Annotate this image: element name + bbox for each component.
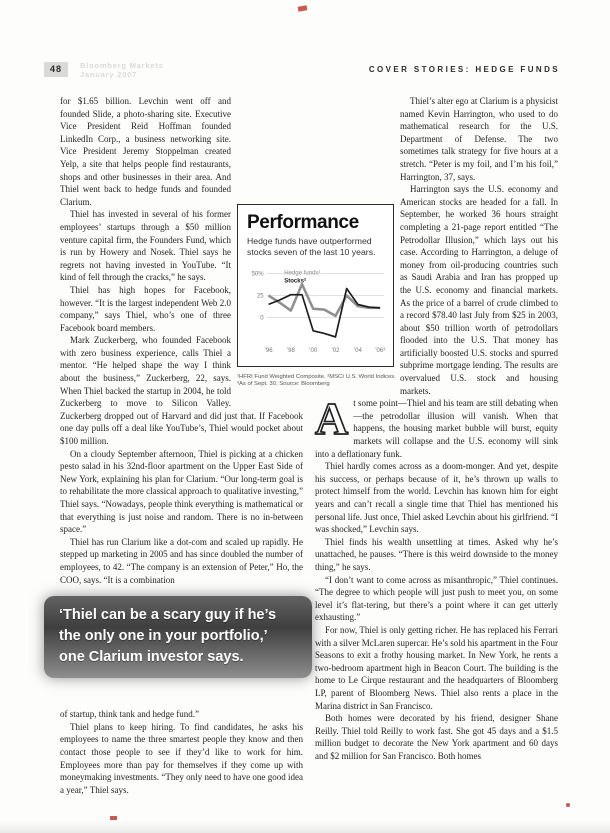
magazine-issue: January 2007 (80, 70, 138, 79)
registration-mark (566, 803, 570, 807)
svg-text:’00: ’00 (309, 348, 318, 355)
svg-text:0: 0 (260, 315, 264, 322)
pull-quote-line: ‘Thiel can be a scary guy if he’s (59, 607, 277, 624)
paragraph: Thiel’s alter ego at Clarium is a physicist named Kevin Harrington, who used to do mathematical research for the U.S. Department of Defense. The two sometimes talk strategy for five hours at a stretch. “Peter is my foil, and I’m his foil,” Harrington, 37, says. (400, 96, 558, 182)
magazine-name: Bloomberg Markets (80, 61, 164, 70)
paragraph: Both homes were decorated by his friend, designer Shane Reilly. Thiel told Reilly to work fast. She got 45 days and a $1.5 million budget to decorate the New York apartment and 60 days and $2 million for San Francisco. Both homes (315, 713, 558, 761)
paragraph: Thiel plans to keep hiring. To find candidates, he asks his employees to name the three smartest people they know and then contact those people to see if they’d like to work for him. Employees more than pay for themselves if they come up with moneymaking investments. “They only need to have one good idea a year,” Thiel says. (60, 721, 303, 795)
svg-text:’06³: ’06³ (375, 348, 386, 355)
right-column (315, 95, 558, 762)
paragraph: For now, Thiel is only getting richer. He has replaced his Ferrari with a silver McLaren supercar. He’s sold his apartment in the Four Seasons to exit a frothy housing market. In New York, he rents a two-bedroom apartment high in Beacon Court. The building is the home to Le Cirque restaurant and the headquarters of Bloomberg LP, parent of Bloomberg News. Thiel also rents a place in the Marina district in San Francisco. (315, 624, 558, 711)
left-column (60, 95, 303, 796)
performance-chart-box (237, 204, 394, 367)
svg-text:Hedge funds¹: Hedge funds¹ (284, 270, 321, 277)
chart-footnote: ¹HFRI Fund Weighted Composite. ²MSCI U.S. World Indices. ³As of Sept. 30. Source: Bloomberg (237, 374, 396, 388)
drop-cap-letter: A (315, 393, 349, 445)
page-edge-shadow (0, 821, 610, 833)
paragraph: of startup, think tank and hedge fund.” (60, 709, 199, 720)
svg-text:’04: ’04 (353, 348, 362, 355)
dropcap-paragraph-text: t some point—Thiel and his team are still debating when—the petrodollar illusion will vanish. When that happens, the housing market bubble will burst, equity markets will collapse and the U.S. economy will sink into a deflationary funk. (315, 398, 558, 459)
page-number: 48 (44, 62, 68, 77)
svg-text:50%: 50% (251, 271, 264, 278)
magazine-masthead (80, 61, 164, 79)
svg-text:25: 25 (256, 293, 264, 300)
paragraph: “I don’t want to come across as misanthropic,” Thiel continues. “The degree to which people will just push to meet you, on some level it’s flat-tering, but there’s a point where it can get utterly exhausting.” (315, 574, 558, 623)
chart-title: Performance (247, 212, 359, 233)
paragraph: Thiel has run Clarium like a dot-com and scaled up rapidly. He stepped up marketing in 2005 and has since doubled the number of employees, to 42. “The company is an extension of Peter,” Ho, the COO, says. “It is a combination (60, 536, 303, 585)
chart-subtitle: Hedge funds have outperformed stocks seven of the last 10 years. (247, 236, 376, 257)
performance-chart-svg (247, 261, 386, 355)
pull-quote-line: the only one in your portfolio,’ (59, 628, 268, 645)
svg-text:’02: ’02 (331, 348, 340, 355)
paragraph: On a cloudy September afternoon, Thiel is picking at a chicken pesto salad in his 32nd-floor apartment on the Upper East Side of New York, explaining his plan for Clarium. “Our long-term goal is to rehabilitate the more classical approach to qualitative investing,” Thiel says. “Nowadays, people think everything is mathematical or that everything is just noise and random. There is no in-between space.” (60, 448, 303, 535)
paragraph: for $1.65 billion. Levchin went off and founded Slide, a photo-sharing site. Executive Vice President Reid Hoffman founded LinkedIn Corp., a business networking site. Vice President Jeremy Stoppelman created Yelp, a site that helps people find restaurants, shops and other businesses in their area. And Thiel went back to hedge funds and founded Clarium. (60, 96, 231, 207)
paragraph: Thiel has invested in several of his former employees’ startups through a $50 million venture capital firm, the Founders Fund, which is run by Howery and Nosek. Thiel says he regrets not having invested in YouTube. “It kind of fell through the cracks,” he says. (60, 209, 231, 283)
registration-mark (110, 816, 117, 820)
paragraph: Thiel hardly comes across as a doom-monger. And yet, despite his success, or perhaps because of it, he’s thrown up walls to protect himself from the world. Levchin has known him for eight years and can’t recall a single time that Thiel has mentioned his personal life. Just once, Thiel asked Levchin about his girlfriend. “I was shocked,” Levchin says. (315, 461, 559, 535)
svg-text:Stocks²: Stocks² (284, 278, 307, 285)
pull-quote-line: one Clarium investor says. (59, 649, 244, 666)
pull-quote (44, 596, 312, 678)
paragraph: Thiel has high hopes for Facebook, however. “It is the largest independent Web 2.0 company,” says Thiel, who’s one of three Facebook board members. (60, 284, 231, 333)
svg-text:’98: ’98 (286, 348, 295, 355)
paragraph: Thiel finds his wealth unsettling at times. Asked why he’s unattached, he pauses. “There is this weird downside to the money thing,” he says. (315, 536, 558, 572)
svg-text:’96: ’96 (264, 348, 273, 355)
paragraph: Harrington says the U.S. economy and American stocks are headed for a fall. In September, he worked 36 hours straight completing a 21-page report entitled “The Petrodollar Illusion,” which lays out his case. According to Harrington, a deluge of money from oil-producing countries such as Saudi Arabia and Iran has propped up the U.S. economy and financial markets. As the price of a barrel of crude climbed to a record $78.40 last July from $25 in 2003, about $50 trillion worth of petrodollars flooded into the U.S. That money has artificially boosted U.S. stocks and spurred subprime mortgage lending. The results are overvalued U.S. stock and housing markets. (400, 184, 558, 396)
registration-mark (298, 5, 308, 11)
paragraph-dropcap (315, 393, 558, 460)
section-header: COVER STORIES: HEDGE FUNDS (368, 65, 560, 74)
paragraph: Mark Zuckerberg, who founded Facebook with zero business experience, calls Thiel a mentor. “He helped shape the way I think about the business,” Zuckerberg, 22, says. When Thiel backed the startup in 2004, he told Zuckerberg to move to Silicon Valley. Zuckerberg dropped out of Harvard and did just that. If Facebook one day pulls off a deal like YouTube’s, Thiel would pocket about $100 million. (60, 335, 303, 447)
